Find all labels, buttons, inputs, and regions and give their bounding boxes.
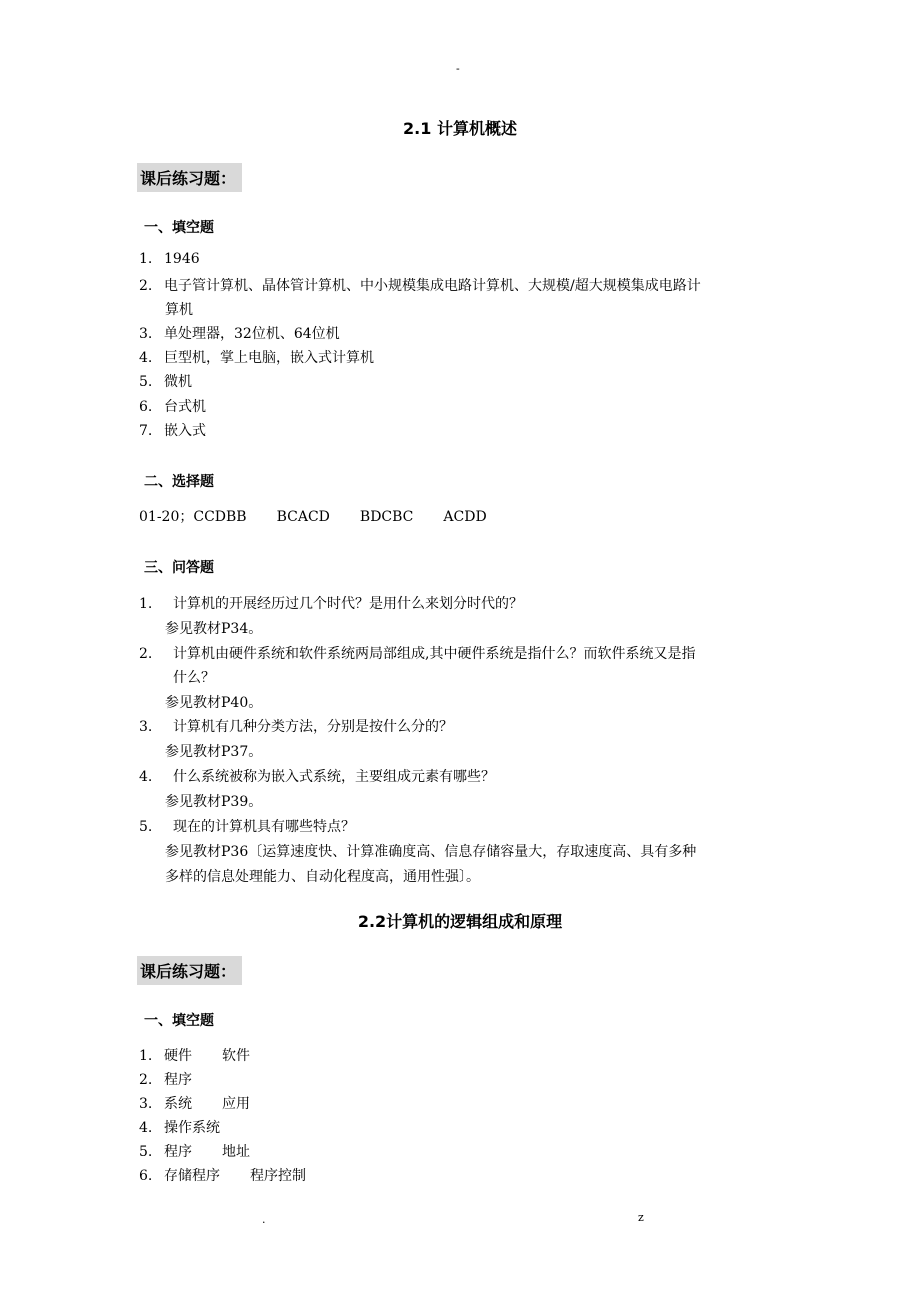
answer: 参见教材P37。 (165, 744, 263, 760)
footer-left-mark: . (262, 1213, 266, 1226)
fill-heading: 一、填空题 (144, 220, 214, 236)
list-item: 2. 程序 (139, 1072, 192, 1088)
answer: 参见教材P34。 (165, 621, 263, 637)
header-mark: - (456, 62, 460, 75)
footer-right-mark: z (638, 1211, 644, 1224)
list-item: 6. 台式机 (139, 399, 206, 415)
list-item-continuation: 算机 (165, 302, 193, 318)
choice-answers: 01-20；CCDBB BCACD BDCBC ACDD (139, 509, 487, 525)
question-continuation: 什么？ (173, 670, 215, 686)
question: 5. 现在的计算机具有哪些特点？ (139, 819, 355, 835)
list-item: 1. 1946 (139, 251, 200, 267)
answer: 参见教材P39。 (165, 794, 263, 810)
question: 3. 计算机有几种分类方法，分别是按什么分的？ (139, 719, 453, 735)
list-item: 2. 电子管计算机、晶体管计算机、中小规模集成电路计算机、大规模/超大规模集成电路计 (139, 278, 701, 294)
exercise-label: 课后练习题： (137, 956, 242, 985)
answer: 参见教材P36〔运算速度快、计算准确度高、信息存储容量大，存取速度高、具有多种 (165, 844, 697, 860)
list-item: 7. 嵌入式 (139, 423, 206, 439)
answer-continuation: 多样的信息处理能力、自动化程度高，通用性强〕。 (165, 869, 480, 885)
exercise-label: 课后练习题： (137, 163, 242, 192)
question: 4. 什么系统被称为嵌入式系统，主要组成元素有哪些？ (139, 769, 495, 785)
list-item: 3. 单处理器，32位机、64位机 (139, 326, 340, 342)
fill-heading: 一、填空题 (144, 1013, 214, 1029)
list-item: 6. 存储程序 程序控制 (139, 1168, 306, 1184)
answer: 参见教材P40。 (165, 695, 263, 711)
list-item: 4. 巨型机，掌上电脑，嵌入式计算机 (139, 350, 374, 366)
list-item: 1. 硬件 软件 (139, 1048, 250, 1064)
section-title-2-2: 2.2计算机的逻辑组成和原理 (357, 912, 563, 931)
choice-heading: 二、选择题 (144, 474, 214, 490)
question: 2. 计算机由硬件系统和软件系统两局部组成,其中硬件系统是指什么？而软件系统又是指 (139, 646, 696, 662)
list-item: 5. 程序 地址 (139, 1144, 250, 1160)
list-item: 4. 操作系统 (139, 1120, 220, 1136)
question: 1. 计算机的开展经历过几个时代？是用什么来划分时代的？ (139, 596, 523, 612)
section-title-2-1: 2.1 计算机概述 (403, 119, 517, 138)
list-item: 5. 微机 (139, 374, 192, 390)
list-item: 3. 系统 应用 (139, 1096, 250, 1112)
qa-heading: 三、问答题 (144, 560, 214, 576)
